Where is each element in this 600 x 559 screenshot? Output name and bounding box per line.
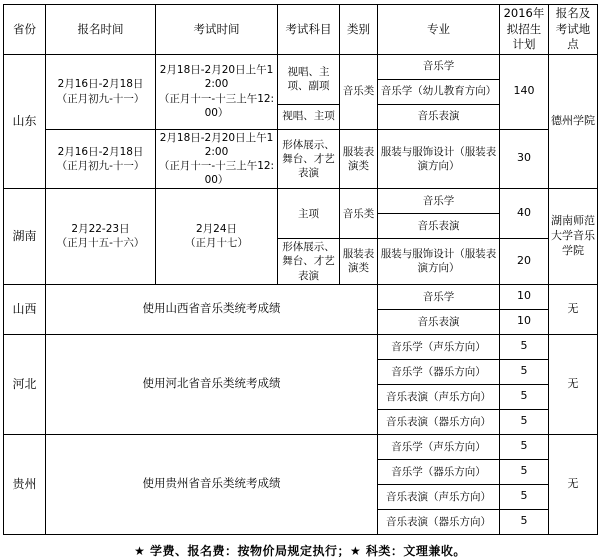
major-cell: 音乐学 xyxy=(378,284,500,309)
major-cell: 音乐学（器乐方向） xyxy=(378,359,500,384)
header-location: 报名及考试地点 xyxy=(549,5,598,55)
header-major: 专业 xyxy=(378,5,500,55)
major-cell: 服装与服饰设计（服装表演方向） xyxy=(378,129,500,189)
table-row xyxy=(4,54,598,79)
table-row xyxy=(4,334,598,359)
plan-cell: 5 xyxy=(500,409,549,434)
major-cell: 音乐表演（声乐方向） xyxy=(378,484,500,509)
major-cell: 音乐表演 xyxy=(378,104,500,129)
table-header-row xyxy=(4,5,598,55)
exam-subject-cell: 视唱、主项 xyxy=(278,104,340,129)
plan-cell: 5 xyxy=(500,334,549,359)
unified-exam-note: 使用贵州省音乐类统考成绩 xyxy=(46,434,378,534)
location-cell: 德州学院 xyxy=(549,54,598,189)
unified-exam-note: 使用山西省音乐类统考成绩 xyxy=(46,284,378,334)
signup-time-cell: 2月22-23日 （正月十五-十六） xyxy=(46,189,156,285)
signup-time-cell: 2月16日-2月18日 （正月初九-十一） xyxy=(46,129,156,189)
major-cell: 音乐表演（声乐方向） xyxy=(378,384,500,409)
unified-exam-note: 使用河北省音乐类统考成绩 xyxy=(46,334,378,434)
major-cell: 音乐学（幼儿教育方向） xyxy=(378,79,500,104)
plan-cell: 30 xyxy=(500,129,549,189)
plan-cell: 10 xyxy=(500,284,549,309)
major-cell: 音乐表演 xyxy=(378,214,500,239)
table-row xyxy=(4,434,598,459)
major-cell: 音乐表演（器乐方向） xyxy=(378,409,500,434)
major-cell: 音乐学（声乐方向） xyxy=(378,434,500,459)
admission-plan-table xyxy=(3,4,598,535)
plan-cell: 20 xyxy=(500,239,549,285)
signup-time-cell: 2月16日-2月18日 （正月初九-十一） xyxy=(46,54,156,129)
plan-cell: 5 xyxy=(500,459,549,484)
location-cell: 湖南师范大学音乐学院 xyxy=(549,189,598,285)
province-cell: 贵州 xyxy=(4,434,46,534)
exam-subject-cell: 形体展示、舞台、才艺表演 xyxy=(278,129,340,189)
plan-cell: 5 xyxy=(500,484,549,509)
major-cell: 音乐学 xyxy=(378,189,500,214)
province-cell: 河北 xyxy=(4,334,46,434)
category-cell: 音乐类 xyxy=(340,189,378,239)
location-cell: 无 xyxy=(549,334,598,434)
province-cell: 湖南 xyxy=(4,189,46,285)
category-cell: 服装表演类 xyxy=(340,239,378,285)
table-row xyxy=(4,189,598,214)
location-cell: 无 xyxy=(549,284,598,334)
province-cell: 山西 xyxy=(4,284,46,334)
category-cell: 音乐类 xyxy=(340,54,378,129)
category-cell: 服装表演类 xyxy=(340,129,378,189)
major-cell: 音乐表演（器乐方向） xyxy=(378,509,500,534)
table-footnote: ★ 学费、报名费：按物价局规定执行；★ 科类：文理兼收。 xyxy=(134,543,466,558)
exam-time-cell: 2月24日 （正月十七） xyxy=(156,189,278,285)
plan-cell: 5 xyxy=(500,509,549,534)
plan-cell: 10 xyxy=(500,309,549,334)
header-exam-time: 考试时间 xyxy=(156,5,278,55)
plan-cell: 5 xyxy=(500,434,549,459)
major-cell: 服装与服饰设计（服装表演方向） xyxy=(378,239,500,285)
location-cell: 无 xyxy=(549,434,598,534)
plan-cell: 140 xyxy=(500,54,549,129)
exam-time-cell: 2月18日-2月20日上午12:00 （正月十一-十三上午12:00） xyxy=(156,129,278,189)
major-cell: 音乐学 xyxy=(378,54,500,79)
header-province: 省份 xyxy=(4,5,46,55)
plan-cell: 40 xyxy=(500,189,549,239)
header-category: 类别 xyxy=(340,5,378,55)
plan-cell: 5 xyxy=(500,384,549,409)
province-cell: 山东 xyxy=(4,54,46,189)
exam-subject-cell: 视唱、主项、副项 xyxy=(278,54,340,104)
major-cell: 音乐学（器乐方向） xyxy=(378,459,500,484)
major-cell: 音乐表演 xyxy=(378,309,500,334)
exam-time-cell: 2月18日-2月20日上午12:00 （正月十一-十三上午12:00） xyxy=(156,54,278,129)
exam-subject-cell: 形体展示、舞台、才艺表演 xyxy=(278,239,340,285)
header-exam-subjects: 考试科目 xyxy=(278,5,340,55)
header-plan: 2016年拟招生计划 xyxy=(500,5,549,55)
plan-cell: 5 xyxy=(500,359,549,384)
header-signup-time: 报名时间 xyxy=(46,5,156,55)
major-cell: 音乐学（声乐方向） xyxy=(378,334,500,359)
table-row xyxy=(4,284,598,309)
exam-subject-cell: 主项 xyxy=(278,189,340,239)
